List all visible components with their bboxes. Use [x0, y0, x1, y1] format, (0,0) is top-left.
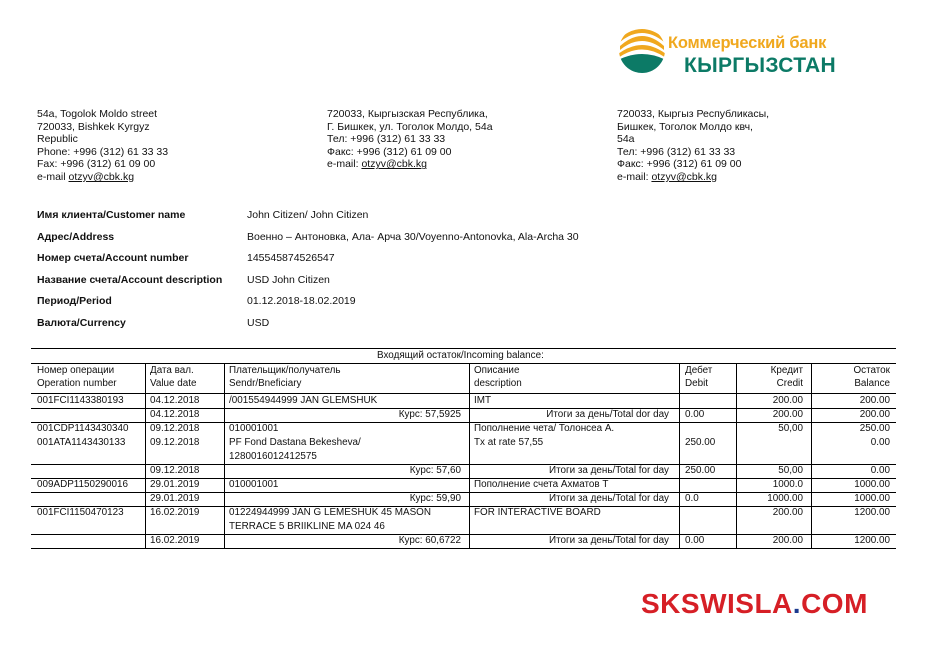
address-line: 720033, Bishkek Kyrgyz [37, 120, 150, 133]
address-line: Republic [37, 133, 78, 146]
description: Итоги за день/Total dor day [546, 409, 669, 420]
table-rule [31, 363, 896, 364]
table-rule [31, 348, 896, 349]
description: Tx at rate 57,55 [474, 437, 544, 448]
header-payer-en: Sendr/Bneficiary [229, 378, 302, 389]
info-value: USD John Citizen [247, 273, 330, 286]
description: FOR INTERACTIVE BOARD [474, 507, 601, 518]
address-line: 54а [617, 133, 635, 146]
header-desc-ru: Описание [474, 365, 520, 376]
payer: 010001001 [229, 479, 279, 490]
header-date-en: Value date [150, 378, 197, 389]
info-value: 01.12.2018-18.02.2019 [247, 295, 356, 307]
op-number: 009ADP1150290016 [37, 479, 128, 490]
debit: 0.00 [685, 409, 705, 420]
value-date: 09.12.2018 [150, 437, 200, 448]
header-balance-ru: Остаток [853, 365, 890, 376]
balance: 1200.00 [854, 535, 890, 546]
address-line: Бишкек, Тоголок Молдо квч, [617, 120, 753, 133]
debit: 0.0 [685, 493, 699, 504]
email-label: e-mail [37, 170, 69, 183]
debit: 250.00 [685, 465, 716, 476]
bank-logo-icon [618, 26, 666, 76]
payer-address: TERRACE 5 BRIIKLINE MA 024 46 [229, 521, 385, 532]
address-line: Phone: +996 (312) 61 33 33 [37, 145, 169, 158]
address-line: Тел: +996 (312) 61 33 33 [617, 145, 736, 158]
address-russian [327, 108, 493, 171]
email-label: e-mail: [327, 158, 362, 171]
header-credit-en: Credit [776, 378, 803, 389]
address-line: Г. Бишкек, ул. Тоголок Молдо, 54а [327, 120, 493, 133]
bank-name-line1: Коммерческий банк [668, 34, 827, 52]
balance: 200.00 [859, 409, 890, 420]
description: Итоги за день/Total for day [548, 465, 669, 476]
balance: 250.00 [859, 423, 890, 434]
credit: 200.00 [772, 507, 803, 518]
payer-account: 1280016012412575 [229, 451, 317, 462]
address-line: Факс: +996 (312) 61 09 00 [327, 145, 452, 158]
value-date: 16.02.2019 [150, 535, 200, 546]
description: Итоги за день/Total for day [548, 493, 669, 504]
rate: Курс: 59,90 [409, 493, 461, 504]
info-value: USD [247, 316, 270, 329]
address-english [37, 108, 168, 184]
value-date: 09.12.2018 [150, 465, 200, 476]
description: Пополнение счета Ахматов Т [474, 479, 609, 490]
value-date: 16.02.2019 [150, 507, 200, 518]
op-number: 001FCI1143380193 [37, 395, 124, 406]
info-label: Название счета/Account description [37, 273, 223, 286]
description: Итоги за день/Total for day [548, 535, 669, 546]
incoming-balance: Входящий остаток/Incoming balance: [377, 350, 544, 361]
credit: 1000.0 [772, 479, 803, 490]
value-date: 04.12.2018 [150, 409, 200, 420]
payer: 010001001 [229, 423, 279, 434]
watermark-tld: COM [801, 588, 868, 619]
address-line: Тел: +996 (312) 61 33 33 [327, 133, 446, 146]
info-value: John Citizen/ John Citizen [247, 209, 369, 221]
header-op-ru: Номер операции [37, 365, 115, 376]
debit: 250.00 [685, 437, 716, 448]
value-date: 09.12.2018 [150, 423, 200, 434]
table-rule [31, 393, 896, 394]
column-divider [145, 363, 146, 548]
op-number: 001FCI1150470123 [37, 507, 124, 518]
balance: 1000.00 [854, 493, 890, 504]
balance: 200.00 [859, 395, 890, 406]
address-line: Fax: +996 (312) 61 09 00 [37, 158, 156, 171]
debit: 0.00 [685, 535, 705, 546]
value-date: 29.01.2019 [150, 493, 200, 504]
header-balance-en: Balance [854, 378, 890, 389]
payer: /001554944999 JAN GLEMSHUK [229, 395, 378, 406]
header-debit-ru: Дебет [685, 365, 713, 376]
watermark-main: SKSWISLA [641, 588, 793, 619]
column-divider [736, 363, 737, 548]
email-label: e-mail: [617, 170, 652, 183]
credit: 50,00 [778, 465, 803, 476]
rate: Курс: 60,6722 [398, 535, 461, 546]
rate: Курс: 57,5925 [398, 409, 461, 420]
description: IMT [474, 395, 492, 406]
description: Пополнение чета/ Толонсеа А. [474, 423, 615, 434]
header-debit-en: Debit [685, 378, 709, 389]
email-link[interactable]: otzyv@cbk.kg [68, 170, 135, 183]
address-line: Факс: +996 (312) 61 09 00 [617, 158, 742, 171]
header-payer-ru: Плательщик/получатель [229, 365, 341, 376]
credit: 200.00 [772, 535, 803, 546]
info-label: Номер счета/Account number [37, 252, 189, 264]
info-label: Валюта/Currency [37, 316, 126, 329]
column-divider [811, 363, 812, 548]
address-kyrgyz [617, 108, 769, 184]
header-op-en: Operation number [37, 378, 117, 389]
credit: 200.00 [772, 395, 803, 406]
value-date: 29.01.2019 [150, 479, 200, 490]
info-value: Военно – Антоновка, Ала- Арча 30/Voyenno-Antonovka, Ala-Archa 30 [247, 230, 579, 243]
header-credit-ru: Кредит [770, 365, 803, 376]
op-number: 001ATA1143430133 [37, 437, 126, 448]
bank-logo [618, 26, 858, 80]
balance: 0.00 [870, 437, 890, 448]
table-rule [31, 548, 896, 549]
rate: Курс: 57,60 [409, 465, 461, 476]
column-divider [224, 363, 225, 548]
balance: 1000.00 [854, 479, 890, 490]
info-label: Адрес/Address [37, 230, 115, 243]
payer: 01224944999 JAN G LEMESHUK 45 MASON [229, 507, 431, 518]
bank-name-line2: КЫРГЫЗСТАН [684, 54, 836, 77]
column-divider [679, 363, 680, 548]
email-link[interactable]: otzyv@cbk.kg [361, 158, 427, 171]
payer: PF Fond Dastana Bekesheva/ [229, 437, 361, 448]
address-line: 720033, Кыргызская Республика, [327, 108, 488, 120]
watermark [641, 588, 868, 620]
header-date-ru: Дата вал. [150, 365, 194, 376]
value-date: 04.12.2018 [150, 395, 200, 406]
info-label: Имя клиента/Customer name [37, 209, 186, 221]
email-link[interactable]: otzyv@cbk.kg [651, 170, 717, 183]
address-line: 54a, Togolok Moldo street [37, 108, 158, 120]
balance: 0.00 [870, 465, 890, 476]
info-value: 145545874526547 [247, 252, 335, 264]
op-number: 001CDP1143430340 [37, 423, 129, 434]
credit: 50,00 [778, 423, 803, 434]
column-divider [469, 363, 470, 548]
info-label: Период/Period [37, 295, 112, 307]
credit: 200.00 [772, 409, 803, 420]
address-line: 720033, Кыргыз Республикасы, [617, 108, 770, 120]
credit: 1000.00 [767, 493, 803, 504]
watermark-dot: . [792, 588, 802, 619]
balance: 1200.00 [854, 507, 890, 518]
header-desc-en: description [474, 378, 522, 389]
